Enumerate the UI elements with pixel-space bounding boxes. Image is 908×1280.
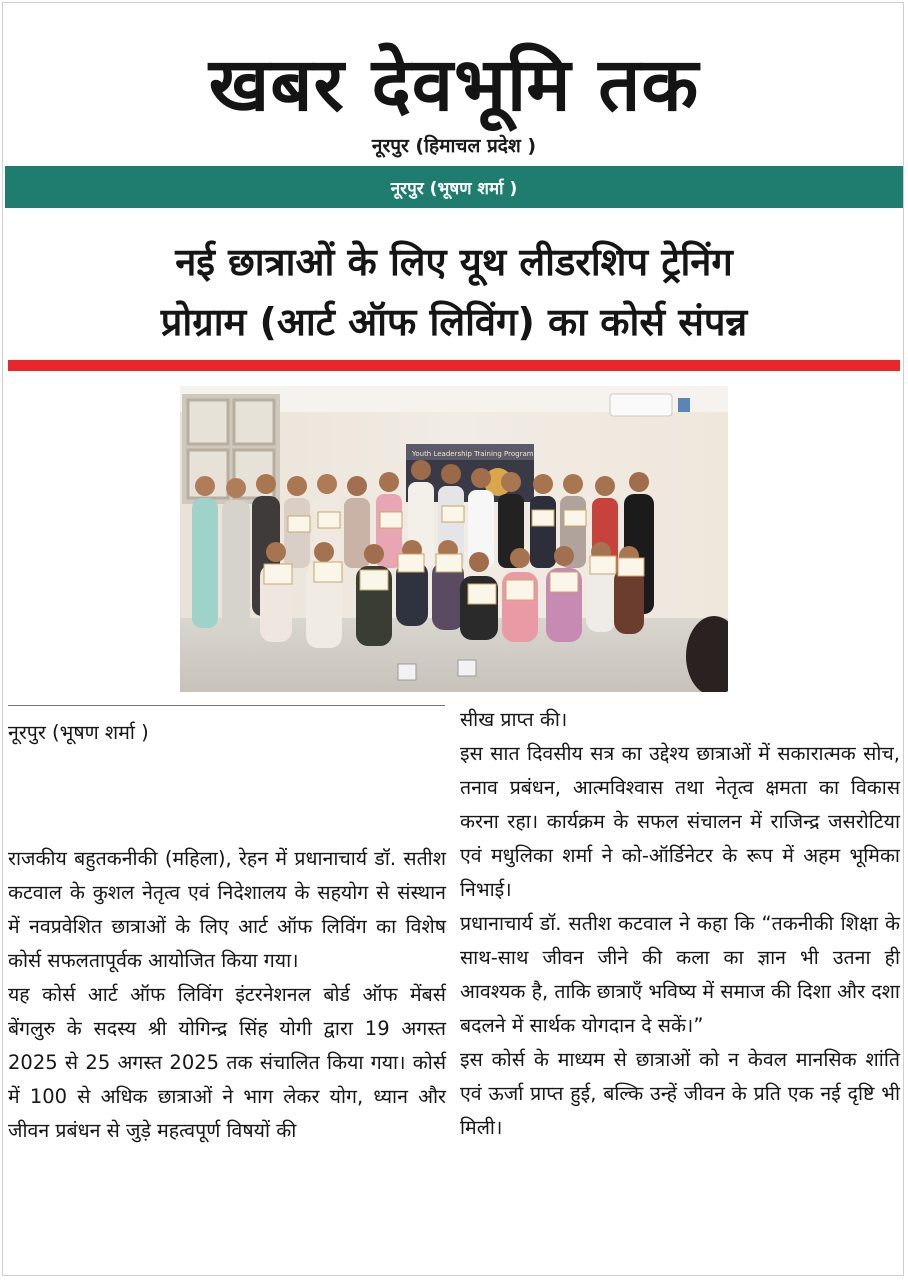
article-paragraph: इस कोर्स के माध्यम से छात्राओं को न केवल मानसिक शांति एवं ऊर्जा प्राप्त हुई, बल्कि उन्हें जीवन के प्रति एक नई दृष्टि भी मिली। [460,1048,900,1139]
headline [10,232,898,352]
group-photo [180,386,728,692]
article-paragraph: राजकीय बहुतकनीकी (महिला), रेहन में प्रधानाचार्य डॉ. सतीश कटवाल के कुशल नेतृत्व एवं निदेशालय के सहयोग से संस्थान में नवप्रवेशित छात्राओं के लिए आर्ट ऑफ लिविंग का विशेष कोर्स सफलतापूर्वक आयोजित किया गया। [8,847,446,972]
article-paragraph: सीख प्राप्त की। [460,708,568,731]
masthead-title: खबर देवभूमि तक [208,42,700,128]
byline-bar-text: नूरपुर (भूषण शर्मा ) [390,179,518,199]
column-divider [8,705,445,706]
article-column-right [460,703,900,1145]
banner-text: Youth Leadership Training Program [412,450,534,458]
article-paragraph: इस सात दिवसीय सत्र का उद्देश्य छात्राओं में सकारात्मक सोच, तनाव प्रबंधन, आत्मविश्वास तथा नेतृत्व क्षमता का विकास करना रहा। कार्यक्रम के सफल संचालन में राजिन्द्र जसरोटिया एवं मधुलिका शर्मा ने को-ऑर्डिनेटर के रूप में अहम भूमिका निभाई। [460,742,900,901]
article-byline: नूरपुर (भूषण शर्मा ) [8,721,149,744]
masthead-location: नूरपुर (हिमाचल प्रदेश ) [371,135,537,157]
headline-divider [8,360,900,371]
byline-bar [5,166,903,208]
article-column-left [8,716,446,1148]
headline-line-2: प्रोग्राम (आर्ट ऑफ लिविंग) का कोर्स संपन्न [160,300,748,344]
article-paragraph: प्रधानाचार्य डॉ. सतीश कटवाल ने कहा कि “तकनीकी शिक्षा के साथ-साथ जीवन जीने की कला का ज्ञान भी उतना ही आवश्यक है, ताकि छात्राएँ भविष्य में समाज की दिशा और दशा बदलने में सार्थक योगदान दे सकें।” [460,912,900,1037]
article-paragraph: यह कोर्स आर्ट ऑफ लिविंग इंटरनेशनल बोर्ड ऑफ मेंबर्स बेंगलुरु के सदस्य श्री योगिन्द्र सिंह योगी द्वारा 19 अगस्त 2025 से 25 अगस्त 2025 तक संचालित किया गया। कोर्स में 100 से अधिक छात्राओं ने भाग लेकर योग, ध्यान और जीवन प्रबंधन से जुड़े महत्वपूर्ण विषयों की [8,983,446,1142]
headline-line-1: नई छात्राओं के लिए यूथ लीडरशिप ट्रेनिंग [175,240,733,284]
